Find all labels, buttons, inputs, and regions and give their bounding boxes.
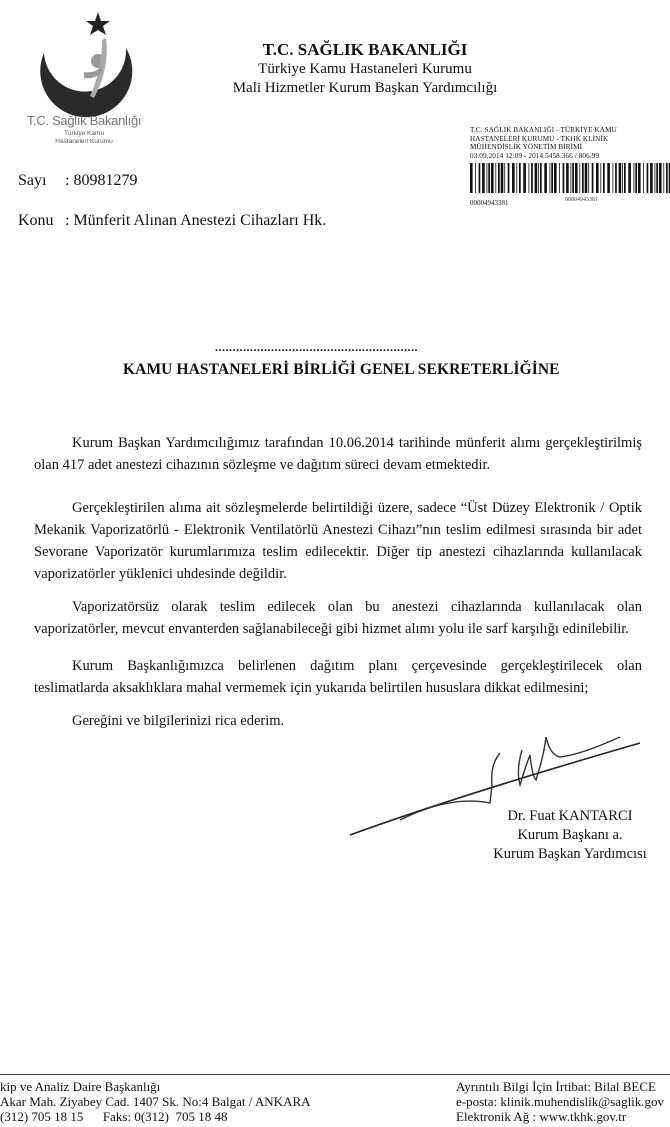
barcode-bar xyxy=(600,163,601,193)
barcode-bar xyxy=(491,163,494,193)
barcode-bar xyxy=(571,163,572,193)
crescent-icon xyxy=(40,48,132,117)
signer-role: Kurum Başkanı a. xyxy=(517,827,623,843)
barcode-bar xyxy=(529,163,530,193)
barcode-bar xyxy=(622,163,623,193)
body-paragraph xyxy=(34,497,642,585)
paragraph-text: Kurum Başkan Yardımcılığımız tarafından 10.06.2014 tarihinde münferit alımı gerçekleştirilmiş olan 417 adet anestezi cihazının sözleşme ve dağıtım süreci devam etmektedir. xyxy=(34,435,642,473)
addressee-title: KAMU HASTANELERİ BİRLİĞİ GENEL SEKRETERLİĞİNE xyxy=(123,361,560,378)
barcode-bar xyxy=(663,163,664,193)
barcode-bar xyxy=(655,163,656,193)
barcode-bar xyxy=(624,163,626,193)
barcode-bar xyxy=(638,163,641,193)
konu-label: Konu xyxy=(18,212,54,229)
barcode xyxy=(470,163,670,193)
barcode-bar xyxy=(659,163,662,193)
barcode-bar xyxy=(470,163,473,193)
barcode-bar xyxy=(504,163,505,193)
star-icon xyxy=(86,12,110,35)
barcode-bar xyxy=(544,163,547,193)
footer-left xyxy=(0,1079,311,1124)
barcode-bar xyxy=(566,163,569,193)
paragraph-text: Vaporizatörsüz olarak teslim edilecek olan bu anestezi cihazlarında kullanılacak olan vaporizatörler, mevcut envanterden sağlanabileceği gibi hizmet alımı yolu ile sarf karşılığı edinilebilir. xyxy=(34,599,642,637)
footer-department: kip ve Analiz Daire Başkanlığı xyxy=(0,1079,161,1094)
stamp-date-line: 03.09.2014 12:09 - 2014.5458.366 / 806.99 xyxy=(470,151,600,160)
barcode-bar xyxy=(554,163,557,193)
barcode-bar xyxy=(643,163,644,193)
barcode-bar xyxy=(495,163,496,193)
body-paragraph xyxy=(34,596,642,640)
barcode-bar xyxy=(508,163,510,193)
footer-divider xyxy=(0,1074,670,1075)
barcode-bar xyxy=(575,163,578,193)
logo-subtitle-line: Türkiye Kamu xyxy=(63,130,105,137)
konu-value: : Münferit Alınan Anestezi Cihazları Hk. xyxy=(65,212,327,229)
barcode-bar xyxy=(501,163,504,193)
barcode-bar xyxy=(559,163,560,193)
barcode-bar xyxy=(482,163,485,193)
body-paragraph xyxy=(34,432,642,476)
barcode-bar xyxy=(613,163,614,193)
barcode-bar xyxy=(572,163,574,193)
registry-stamp xyxy=(470,126,670,160)
stamp-line: MÜHENDİSLİK YÖNETİM BİRİMİ xyxy=(470,143,583,151)
barcode-bar xyxy=(519,163,521,193)
barcode-bar xyxy=(650,163,653,193)
barcode-bar xyxy=(535,163,538,193)
signer-name: Dr. Fuat KANTARCI xyxy=(507,808,633,824)
footer-contact: Ayrıntılı Bilgi İçin İrtibat: Bilal BECE xyxy=(456,1079,656,1094)
barcode-bar xyxy=(588,163,589,193)
barcode-bar xyxy=(523,163,526,193)
barcode-bar xyxy=(479,163,481,193)
barcode-bar xyxy=(540,163,542,193)
barcode-bar xyxy=(531,163,533,193)
paragraph-text: Gerçekleştirilen alıma ait sözleşmelerde belirtildiği üzere, sadece “Üst Düzey Elektronik / Optik Mekanik Vaporizatörlü - Elektronik Ventilatörlü Anestezi Cihazı”nın teslim edilmesi sırasında bir adet Sevorane Vaporizatör kurumlarımıza teslim edilecektir. Diğer tip anestezi cihazlarında kullanılacak vaporizatörler yüklenici uhdesinde değildir. xyxy=(34,500,642,582)
document-number: 00004943381 xyxy=(470,199,509,207)
barcode-bar xyxy=(647,163,649,193)
barcode-bar xyxy=(582,163,584,193)
barcode-bar xyxy=(615,163,617,193)
barcode-bar xyxy=(487,163,488,193)
barcode-bar xyxy=(516,163,517,193)
barcode-bar xyxy=(634,163,635,193)
barcode-bar xyxy=(635,163,637,193)
barcode-number: 00004943381 xyxy=(565,197,598,203)
barcode-bar xyxy=(603,163,605,193)
header-ministry: T.C. SAĞLIK BAKANLIĞI xyxy=(262,40,468,59)
barcode-bar xyxy=(579,163,580,193)
logo-subtitle-line: Hastaneleri Kurumu xyxy=(55,138,113,145)
sayi-value: : 80981279 xyxy=(65,172,138,189)
logo-title: T.C. Sağlık Bakanlığı xyxy=(26,113,142,128)
barcode-bar xyxy=(628,163,631,193)
stamp-line: HASTANELERİ KURUMU - TKHK KLİNİK xyxy=(470,134,609,143)
barcode-bar xyxy=(585,163,588,193)
footer-right xyxy=(456,1079,664,1124)
barcode-bar xyxy=(498,163,500,193)
footer-phone-fax: (312) 705 18 15 Faks: 0(312) 705 18 48 xyxy=(0,1109,228,1124)
barcode-bar xyxy=(538,163,539,193)
barcode-bar xyxy=(512,163,515,193)
paragraph-text: Kurum Başkanlığımızca belirlenen dağıtım planı çerçevesinde gerçekleştirilecek olan teslimatlarda aksaklıklara mahal vermemek için yukarıda belirtilen hususlara dikkat edilmesini; xyxy=(34,658,642,696)
barcode-bar xyxy=(551,163,553,193)
barcode-bar xyxy=(619,163,622,193)
sayi-label: Sayı xyxy=(18,172,47,189)
stamp-line: T.C. SAĞLIK BAKANLIĞI - TÜRKİYE KAMU xyxy=(470,126,617,134)
addressee-dots: .......................................................... xyxy=(215,340,418,354)
barcode-bar xyxy=(596,163,599,193)
signer-title: Kurum Başkan Yardımcısı xyxy=(493,846,647,862)
logo-subtitle xyxy=(14,130,154,146)
barcode-bar xyxy=(550,163,551,193)
header-department: Mali Hizmetler Kurum Başkan Yardımcılığı xyxy=(232,80,498,96)
footer-address: Akar Mah. Ziyabey Cad. 1407 Sk. No:4 Balgat / ANKARA xyxy=(0,1094,311,1109)
footer-email[interactable]: e-posta: klinik.muhendislik@saglik.gov xyxy=(456,1094,665,1109)
footer-website[interactable]: Elektronik Ağ : www.tkhk.gov.tr xyxy=(456,1109,627,1124)
barcode-bar xyxy=(488,163,490,193)
header-institution: Türkiye Kamu Hastaneleri Kurumu xyxy=(258,61,472,77)
barcode-bar xyxy=(475,163,476,193)
barcode-bar xyxy=(607,163,610,193)
barcode-bar xyxy=(656,163,658,193)
barcode-bar xyxy=(666,163,668,193)
body-paragraph xyxy=(34,655,642,699)
barcode-bar xyxy=(563,163,565,193)
paragraph-text: Gereğini ve bilgilerinizi rica ederim. xyxy=(72,713,285,729)
barcode-bar xyxy=(592,163,594,193)
